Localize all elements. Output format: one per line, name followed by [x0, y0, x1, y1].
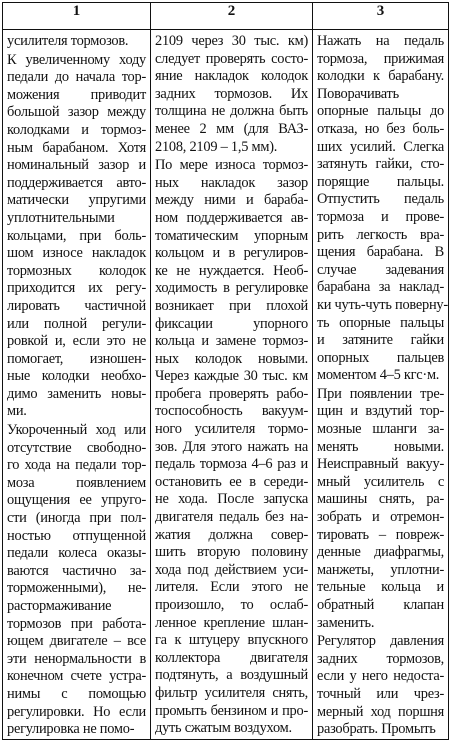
text-line: ющем двигателе – все	[7, 633, 146, 650]
text-line: мерный ход поршня	[317, 703, 444, 720]
text-line: хода под действием уси-	[155, 561, 308, 578]
text-line: задних тормозов. Их	[155, 85, 308, 102]
text-line: подтянуть, а воздушный	[155, 667, 308, 684]
text-line: ного усилителя тормо-	[155, 421, 308, 438]
paragraph	[7, 422, 146, 739]
text-line: Через каждые 30 тыс. км	[155, 368, 308, 385]
text-line: ностью отпущенной	[7, 527, 146, 544]
text-line: манжеты, уплотни-	[317, 561, 444, 578]
text-line: щин и вздутий тор-	[317, 403, 444, 420]
text-line: шом износе накладок	[7, 245, 146, 262]
text-line: номинальный зазор и	[7, 157, 146, 174]
text-line: следует проверять состо-	[155, 50, 308, 67]
text-line: яние накладок колодок	[155, 68, 308, 85]
text-line: тормозов при работа-	[7, 615, 146, 632]
text-line: ных колодок новыми.	[155, 350, 308, 367]
column-header-1: 1	[3, 3, 151, 30]
text-line: ных накладок зазор	[155, 174, 308, 191]
text-line: кольцом и в регулиров-	[155, 245, 308, 262]
text-line: тоспособность вакуум-	[155, 403, 308, 420]
text-line: разобрать. Промыть	[317, 721, 436, 738]
paragraph	[317, 386, 444, 632]
text-line: При появлении тре-	[317, 385, 444, 402]
text-line: отсутствие свободно-	[7, 439, 146, 456]
text-line: менять новыми.	[317, 438, 444, 455]
body-row	[3, 30, 449, 740]
column-header-2: 2	[151, 3, 313, 30]
text-line: жатия должна совер-	[155, 526, 308, 543]
text-line: ном поддерживается ав-	[155, 209, 308, 226]
text-line: коллектора двигателя	[155, 649, 308, 666]
text-line: эти ненормальности в	[7, 650, 146, 667]
text-line: По мере износа тормоз-	[155, 157, 308, 174]
text-line: менее 2 мм (для ВАЗ-	[155, 120, 308, 137]
text-line: тельные кольца и	[317, 579, 444, 596]
text-line: ке не нуждается. Необ-	[155, 262, 308, 279]
text-line: га к штуцеру впускного	[155, 632, 308, 649]
text-line: помогает, изношен-	[7, 350, 146, 367]
text-line: тормоза и прове-	[317, 208, 444, 225]
text-line: не хода. После запуска	[155, 491, 308, 508]
text-line: большой зазор между	[7, 104, 146, 121]
text-line: колодками и тормоз-	[7, 121, 146, 138]
text-line: регулировка не помо-	[7, 721, 135, 738]
text-line: можения приводит	[7, 86, 146, 103]
text-line: щения барабана. В	[317, 244, 444, 261]
text-line: матически упругими	[7, 192, 146, 209]
text-line: лителя. Если этого не	[155, 579, 308, 596]
text-line: Отпустить педаль	[317, 191, 444, 208]
text-line: 2108, 2109 – 1,5 мм).	[155, 138, 278, 155]
text-line: димо заменить новы-	[7, 385, 146, 402]
text-line: ленное крепление шлан-	[155, 614, 308, 631]
text-line: или полной регули-	[7, 315, 146, 332]
text-line: заменить.	[317, 614, 375, 631]
text-line: возникает при плохой	[155, 297, 308, 314]
text-line: промыть бензином и про-	[155, 702, 308, 719]
text-line: педаль тормоза 4–6 раз и	[155, 456, 308, 473]
text-line: ощущения ее упруго-	[7, 492, 146, 509]
text-line: Поворачивать	[317, 85, 399, 102]
text-line: и затяните гайки	[317, 332, 444, 349]
text-line: фиксации упорного	[155, 315, 308, 332]
column-header-3: 3	[313, 3, 449, 30]
text-line: пробега проверять рабо-	[155, 385, 308, 402]
text-line: уплотнительными	[7, 209, 115, 226]
text-line: кольцами, при боль-	[7, 227, 146, 244]
text-line: тормозных колодок	[7, 262, 146, 279]
text-line: случае задевания	[317, 261, 444, 278]
text-line: поддерживается авто-	[7, 174, 146, 191]
text-line: толщина не должна быть	[155, 103, 308, 120]
text-line: отказа, но без боль-	[317, 120, 444, 137]
paragraph	[155, 157, 308, 738]
text-line: колодки к барабану.	[317, 68, 444, 85]
text-line: растормаживание	[7, 598, 112, 614]
text-line: мный усилитель с	[317, 473, 444, 490]
text-line: Укороченный ход или	[7, 422, 146, 439]
text-line: ные колодки необхо-	[7, 368, 146, 385]
text-line: ки чуть-чуть поверну-	[317, 296, 448, 313]
text-line: ших усилий. Слегка	[317, 138, 444, 155]
text-line: конечном счете устра-	[7, 668, 146, 685]
text-line: двигателя педаль без на-	[155, 509, 308, 526]
text-line: барабана за наклад-	[317, 279, 444, 296]
text-line: опорные пальцы до	[317, 103, 444, 120]
text-line: мозные шланги за-	[317, 421, 444, 438]
text-line: если у него недоста-	[317, 668, 444, 685]
document-table	[2, 2, 449, 740]
text-line: денные диафрагмы,	[317, 544, 444, 561]
text-line: между ними и бараба-	[155, 192, 308, 209]
paragraph	[7, 52, 146, 421]
text-line: Неисправный вакуу-	[317, 456, 444, 473]
text-line: томатическим упорным	[155, 227, 308, 244]
text-line: задних тормозов,	[317, 650, 444, 667]
column-2-text	[151, 30, 313, 740]
paragraph	[155, 33, 308, 156]
text-line: точный или чрез-	[317, 685, 444, 702]
text-line: торможенными), не-	[7, 580, 146, 597]
text-line: Регулятор давления	[317, 633, 444, 650]
text-line: машины снять, ра-	[317, 491, 444, 508]
text-line: нимы с помощью	[7, 685, 146, 702]
text-line: кольца и замене тормоз-	[155, 333, 308, 350]
text-line: усилителя тормозов.	[7, 33, 129, 49]
text-line: моментом 4–5 кгс·м.	[317, 367, 440, 384]
text-line: го хода на педали тор-	[7, 457, 146, 474]
column-1-text	[3, 30, 151, 740]
text-line: остановить ее в середи-	[155, 473, 308, 490]
paragraph	[7, 33, 146, 51]
text-line: ходимость в регулировке	[155, 280, 308, 297]
text-line: ваются частично за-	[7, 562, 146, 579]
text-line: произошло, то ослаб-	[155, 597, 308, 613]
text-line: затянуть гайки, сто-	[317, 156, 444, 173]
header-row	[3, 3, 449, 30]
text-line: тировать – повреж-	[317, 526, 444, 543]
text-line: обратный клапан	[317, 597, 444, 613]
text-line: зобрать и отремон-	[317, 509, 444, 526]
text-line: 2109 через 30 тыс. км)	[155, 33, 308, 49]
text-line: моза появлением	[7, 474, 146, 491]
text-line: шить вторую половину	[155, 544, 308, 561]
text-line: регулировки. Но если	[7, 703, 146, 720]
text-line: фильтр усилителя снять,	[155, 684, 308, 701]
paragraph	[317, 33, 448, 385]
text-line: педали до начала тор-	[7, 69, 146, 86]
text-line: тормоза, прижимая	[317, 50, 444, 67]
text-line: зов. Для этого нажать на	[155, 438, 308, 455]
text-line: рить легкость вра-	[317, 226, 444, 243]
text-line: приходится их регу-	[7, 280, 146, 297]
text-line: ным барабаном. Хотя	[7, 139, 146, 156]
text-line: опорных пальцев	[317, 349, 444, 366]
text-line: Нажать на педаль	[317, 33, 444, 49]
text-line: сти (иногда при пол-	[7, 510, 146, 527]
text-line: порящие пальцы.	[317, 173, 444, 190]
column-3-text	[313, 30, 449, 740]
text-line: педали колеса оказы-	[7, 545, 146, 562]
text-line: лировать частичной	[7, 297, 146, 314]
text-line: К увеличенному ходу	[7, 51, 146, 68]
text-line: дуть сжатым воздухом.	[155, 720, 292, 737]
paragraph	[317, 633, 444, 739]
text-line: ми.	[7, 403, 27, 420]
text-line: ровкой и, если это не	[7, 333, 146, 350]
text-line: ть опорные пальцы	[317, 314, 444, 331]
